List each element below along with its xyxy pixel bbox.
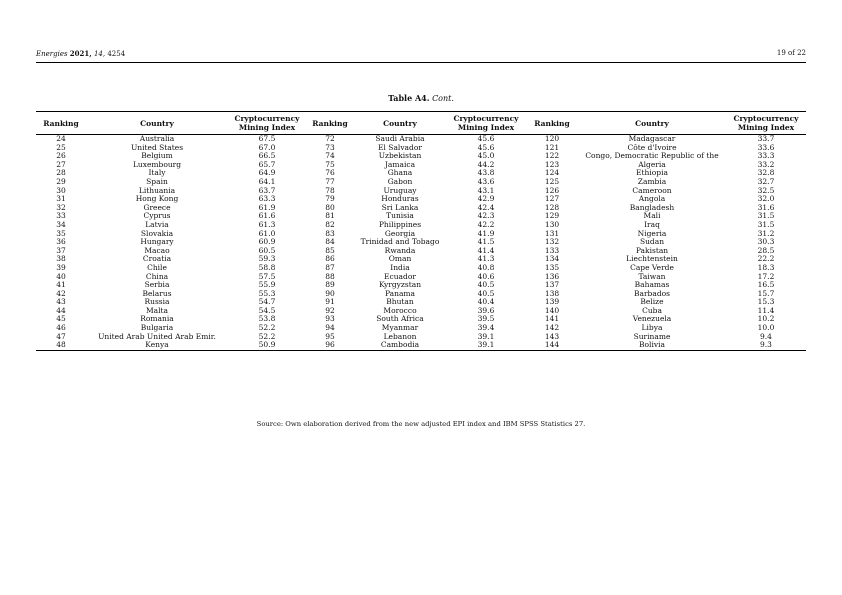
cell-ranking: 87 — [325, 262, 335, 272]
cell-country: China — [145, 271, 169, 281]
cell-country: Jamaica — [384, 159, 416, 169]
column-header-country: Country — [635, 118, 669, 128]
cell-mining-index: 52.2 — [258, 331, 276, 341]
cell-ranking: 84 — [325, 237, 335, 247]
cell-mining-index: 57.5 — [258, 271, 276, 281]
cell-ranking: 123 — [544, 159, 560, 169]
cell-ranking: 89 — [325, 280, 335, 290]
cell-mining-index: 31.6 — [757, 202, 775, 212]
cell-country: Malta — [145, 305, 169, 315]
cell-country: Sri Lanka — [381, 202, 419, 212]
cell-mining-index: 53.8 — [258, 314, 276, 324]
cell-country: Mali — [643, 211, 661, 221]
cell-mining-index: 61.3 — [258, 219, 276, 229]
cell-mining-index: 63.7 — [258, 185, 276, 195]
cell-country: Hong Kong — [135, 194, 179, 204]
cell-ranking: 39 — [56, 262, 66, 272]
cell-ranking: 44 — [56, 305, 66, 315]
cell-mining-index: 39.6 — [477, 305, 495, 315]
cell-country: Belize — [640, 297, 664, 307]
cell-ranking: 96 — [325, 340, 335, 350]
table-caption-suffix: Cont. — [432, 94, 454, 103]
cell-mining-index: 45.6 — [477, 134, 495, 143]
cell-mining-index: 43.6 — [477, 176, 495, 186]
cell-country: Kyrgyzstan — [378, 280, 422, 290]
cell-country: Madagascar — [628, 134, 676, 143]
cell-country: Venezuela — [632, 314, 672, 324]
cell-mining-index: 39.5 — [477, 314, 495, 324]
cell-country: Saudi Arabia — [375, 134, 425, 143]
cell-country: Macao — [144, 245, 170, 255]
table-source-note: Source: Own elaboration derived from the new adjusted EPI index and IBM SPSS Statistics 27. — [256, 420, 586, 428]
cell-ranking: 138 — [544, 288, 560, 298]
cell-country: Bolivia — [639, 340, 665, 350]
cell-ranking: 120 — [544, 134, 560, 143]
cell-country: Nigeria — [637, 228, 667, 238]
cell-ranking: 29 — [56, 176, 66, 186]
cell-mining-index: 42.2 — [477, 219, 495, 229]
table-header-row — [36, 112, 806, 135]
cell-country: Oman — [388, 254, 412, 264]
cell-mining-index: 9.4 — [760, 331, 772, 341]
cell-mining-index: 39.4 — [477, 323, 495, 333]
cell-ranking: 78 — [325, 185, 335, 195]
cell-mining-index: 9.3 — [760, 340, 772, 350]
column-header-mining-index: Cryptocurrency Mining Index — [453, 114, 519, 132]
cell-ranking: 144 — [544, 340, 560, 350]
column-header-ranking: Ranking — [534, 118, 570, 128]
cell-mining-index: 31.5 — [757, 211, 775, 221]
cell-ranking: 126 — [544, 185, 560, 195]
cell-country: Georgia — [384, 228, 416, 238]
column-header-mining-index: Cryptocurrency Mining Index — [234, 114, 300, 132]
cell-mining-index: 61.0 — [258, 228, 276, 238]
cell-country: Congo, Democratic Republic of the — [585, 151, 719, 161]
cell-mining-index: 33.6 — [757, 142, 775, 152]
cell-ranking: 133 — [544, 245, 560, 255]
column-header-country: Country — [383, 118, 417, 128]
cell-ranking: 82 — [325, 219, 335, 229]
cell-country: Tunisia — [386, 211, 414, 221]
table-body — [36, 135, 806, 351]
cell-mining-index: 44.2 — [477, 159, 495, 169]
cell-ranking: 92 — [325, 305, 335, 315]
cell-country: Rwanda — [384, 245, 416, 255]
cell-mining-index: 31.2 — [757, 228, 775, 238]
cell-ranking: 131 — [544, 228, 560, 238]
journal-volume: 14, — [93, 50, 106, 58]
cell-country: Taiwan — [638, 271, 666, 281]
journal-year: 2021, — [69, 49, 92, 58]
cell-ranking: 34 — [56, 219, 66, 229]
cell-ranking: 132 — [544, 237, 560, 247]
cell-mining-index: 11.4 — [757, 305, 775, 315]
cell-mining-index: 32.8 — [757, 168, 775, 178]
cell-mining-index: 55.9 — [258, 280, 276, 290]
cell-country: United Arab United Arab Emir. — [98, 331, 216, 341]
cell-ranking: 47 — [56, 331, 66, 341]
cell-mining-index: 40.5 — [477, 280, 495, 290]
cell-mining-index: 65.7 — [258, 159, 276, 169]
cell-ranking: 30 — [56, 185, 66, 195]
cell-ranking: 141 — [544, 314, 560, 324]
cell-ranking: 31 — [56, 194, 66, 204]
table-caption — [0, 93, 842, 103]
cell-country: Uruguay — [383, 185, 417, 195]
cell-mining-index: 18.3 — [757, 262, 775, 272]
cell-ranking: 42 — [56, 288, 66, 298]
cell-country: Gabon — [387, 176, 413, 186]
cell-mining-index: 54.5 — [258, 305, 276, 315]
cell-ranking: 72 — [325, 134, 335, 143]
cell-ranking: 143 — [544, 331, 560, 341]
cell-ranking: 121 — [544, 142, 560, 152]
cell-country: India — [390, 262, 410, 272]
cell-ranking: 45 — [56, 314, 66, 324]
column-header-ranking: Ranking — [43, 118, 79, 128]
cell-ranking: 37 — [56, 245, 66, 255]
cell-ranking: 85 — [325, 245, 335, 255]
cell-mining-index: 17.2 — [757, 271, 775, 281]
cell-ranking: 35 — [56, 228, 66, 238]
cell-ranking: 94 — [325, 323, 335, 333]
cell-ranking: 137 — [544, 280, 560, 290]
cell-country: Ghana — [387, 168, 413, 178]
cell-country: Bhutan — [386, 297, 414, 307]
cell-ranking: 129 — [544, 211, 560, 221]
cell-mining-index: 32.7 — [757, 176, 775, 186]
cell-country: Philippines — [378, 219, 422, 229]
cell-mining-index: 55.3 — [258, 288, 276, 298]
cell-country: El Salvador — [378, 142, 422, 152]
cell-mining-index: 42.3 — [477, 211, 495, 221]
cell-country: Côte d'Ivoire — [627, 142, 677, 152]
cell-country: Cambodia — [380, 340, 420, 350]
cell-country: Cuba — [642, 305, 662, 315]
cell-country: Greece — [143, 202, 171, 212]
cell-mining-index: 43.1 — [477, 185, 495, 195]
cell-mining-index: 39.1 — [477, 340, 495, 350]
cell-country: Luxembourg — [132, 159, 182, 169]
cell-country: Pakistan — [635, 245, 669, 255]
running-header — [36, 49, 806, 63]
cell-ranking: 25 — [56, 142, 66, 152]
cell-country: Bangladesh — [629, 202, 675, 212]
cell-ranking: 139 — [544, 297, 560, 307]
table-row — [36, 341, 806, 350]
cell-mining-index: 40.4 — [477, 297, 495, 307]
cell-country: Lebanon — [383, 331, 417, 341]
cell-ranking: 95 — [325, 331, 335, 341]
cell-ranking: 134 — [544, 254, 560, 264]
cell-country: Romania — [140, 314, 174, 324]
cell-mining-index: 64.9 — [258, 168, 276, 178]
ranking-table — [36, 111, 806, 351]
cell-ranking: 73 — [325, 142, 335, 152]
cell-mining-index: 33.2 — [757, 159, 775, 169]
cell-country: Cameroon — [632, 185, 672, 195]
cell-ranking: 77 — [325, 176, 335, 186]
cell-mining-index: 60.5 — [258, 245, 276, 255]
table-label: Table A4. — [388, 93, 430, 103]
cell-mining-index: 45.0 — [477, 151, 495, 161]
cell-country: Morocco — [383, 305, 417, 315]
cell-country: Barbados — [633, 288, 670, 298]
cell-mining-index: 63.3 — [258, 194, 276, 204]
cell-country: Sudan — [639, 237, 665, 247]
cell-country: Honduras — [381, 194, 419, 204]
cell-mining-index: 40.8 — [477, 262, 495, 272]
cell-country: Hungary — [140, 237, 174, 247]
cell-ranking: 135 — [544, 262, 560, 272]
cell-mining-index: 45.6 — [477, 142, 495, 152]
cell-country: Uzbekistan — [378, 151, 422, 161]
cell-country: Ethiopia — [636, 168, 668, 178]
cell-mining-index: 42.9 — [477, 194, 495, 204]
cell-country: Latvia — [145, 219, 169, 229]
column-header-country: Country — [140, 118, 174, 128]
cell-mining-index: 61.6 — [258, 211, 276, 221]
cell-country: Libya — [641, 323, 663, 333]
cell-ranking: 83 — [325, 228, 335, 238]
cell-country: Liechtenstein — [626, 254, 678, 264]
cell-mining-index: 15.3 — [757, 297, 775, 307]
cell-country: Zambia — [637, 176, 667, 186]
cell-ranking: 93 — [325, 314, 335, 324]
journal-name: Energies — [36, 50, 68, 58]
cell-country: Slovakia — [140, 228, 174, 238]
cell-country: Iraq — [644, 219, 660, 229]
cell-ranking: 38 — [56, 254, 66, 264]
page-number: 19 of 22 — [776, 49, 806, 57]
cell-ranking: 74 — [325, 151, 335, 161]
cell-country: Lithuania — [138, 185, 176, 195]
cell-mining-index: 30.3 — [757, 237, 775, 247]
cell-country: Russia — [144, 297, 170, 307]
cell-ranking: 127 — [544, 194, 560, 204]
cell-mining-index: 42.4 — [477, 202, 495, 212]
cell-country: Bulgaria — [140, 323, 174, 333]
cell-mining-index: 43.8 — [477, 168, 495, 178]
cell-mining-index: 59.3 — [258, 254, 276, 264]
cell-country: Panama — [384, 288, 416, 298]
cell-country: Belgium — [141, 151, 173, 161]
cell-country: South Africa — [376, 314, 424, 324]
cell-mining-index: 41.4 — [477, 245, 495, 255]
cell-mining-index: 41.5 — [477, 237, 495, 247]
cell-ranking: 122 — [544, 151, 560, 161]
cell-ranking: 41 — [56, 280, 66, 290]
cell-mining-index: 67.0 — [258, 142, 276, 152]
cell-country: Australia — [139, 134, 175, 143]
cell-ranking: 81 — [325, 211, 335, 221]
cell-country: Angola — [638, 194, 666, 204]
cell-ranking: 46 — [56, 323, 66, 333]
cell-mining-index: 31.5 — [757, 219, 775, 229]
cell-mining-index: 52.2 — [258, 323, 276, 333]
cell-ranking: 33 — [56, 211, 66, 221]
cell-mining-index: 50.9 — [258, 340, 276, 350]
cell-mining-index: 41.3 — [477, 254, 495, 264]
cell-ranking: 91 — [325, 297, 335, 307]
cell-ranking: 140 — [544, 305, 560, 315]
cell-ranking: 75 — [325, 159, 335, 169]
cell-country: Serbia — [144, 280, 170, 290]
cell-mining-index: 40.5 — [477, 288, 495, 298]
cell-mining-index: 32.0 — [757, 194, 775, 204]
cell-country: Belarus — [142, 288, 172, 298]
cell-mining-index: 66.5 — [258, 151, 276, 161]
cell-country: Trinidad and Tobago — [360, 237, 440, 247]
cell-ranking: 48 — [56, 340, 66, 350]
cell-country: Italy — [148, 168, 166, 178]
cell-country: Ecuador — [384, 271, 416, 281]
cell-mining-index: 61.9 — [258, 202, 276, 212]
cell-country: Cape Verde — [630, 262, 674, 272]
cell-ranking: 88 — [325, 271, 335, 281]
cell-ranking: 26 — [56, 151, 66, 161]
cell-mining-index: 15.7 — [757, 288, 775, 298]
cell-ranking: 136 — [544, 271, 560, 281]
cell-ranking: 28 — [56, 168, 66, 178]
cell-ranking: 130 — [544, 219, 560, 229]
cell-mining-index: 32.5 — [757, 185, 775, 195]
cell-mining-index: 60.9 — [258, 237, 276, 247]
cell-country: United States — [130, 142, 184, 152]
cell-ranking: 36 — [56, 237, 66, 247]
cell-ranking: 24 — [56, 134, 66, 143]
cell-country: Bahamas — [634, 280, 670, 290]
cell-mining-index: 10.0 — [757, 323, 775, 333]
cell-ranking: 124 — [544, 168, 560, 178]
cell-country: Spain — [146, 176, 168, 186]
article-number: 4254 — [107, 50, 126, 58]
cell-mining-index: 28.5 — [757, 245, 775, 255]
cell-ranking: 128 — [544, 202, 560, 212]
cell-country: Algeria — [638, 159, 666, 169]
cell-ranking: 142 — [544, 323, 560, 333]
cell-mining-index: 40.6 — [477, 271, 495, 281]
column-header-ranking: Ranking — [312, 118, 348, 128]
cell-ranking: 27 — [56, 159, 66, 169]
cell-ranking: 86 — [325, 254, 335, 264]
cell-mining-index: 10.2 — [757, 314, 775, 324]
cell-country: Croatia — [142, 254, 172, 264]
cell-ranking: 76 — [325, 168, 335, 178]
cell-country: Kenya — [145, 340, 169, 350]
cell-ranking: 79 — [325, 194, 335, 204]
cell-mining-index: 22.2 — [757, 254, 775, 264]
cell-mining-index: 54.7 — [258, 297, 276, 307]
cell-mining-index: 16.5 — [757, 280, 775, 290]
cell-mining-index: 41.9 — [477, 228, 495, 238]
cell-mining-index: 33.3 — [757, 151, 775, 161]
cell-ranking: 125 — [544, 176, 560, 186]
cell-country: Cyprus — [143, 211, 171, 221]
cell-mining-index: 64.1 — [258, 176, 276, 186]
cell-mining-index: 39.1 — [477, 331, 495, 341]
cell-ranking: 40 — [56, 271, 66, 281]
journal-citation — [36, 49, 125, 58]
cell-mining-index: 67.5 — [258, 134, 276, 143]
cell-country: Myanmar — [381, 323, 419, 333]
cell-ranking: 80 — [325, 202, 335, 212]
cell-mining-index: 58.8 — [258, 262, 276, 272]
cell-ranking: 43 — [56, 297, 66, 307]
column-header-mining-index: Cryptocurrency Mining Index — [733, 114, 799, 132]
cell-ranking: 90 — [325, 288, 335, 298]
cell-country: Chile — [147, 262, 167, 272]
cell-ranking: 32 — [56, 202, 66, 212]
cell-country: Suriname — [633, 331, 671, 341]
cell-mining-index: 33.7 — [757, 134, 775, 143]
